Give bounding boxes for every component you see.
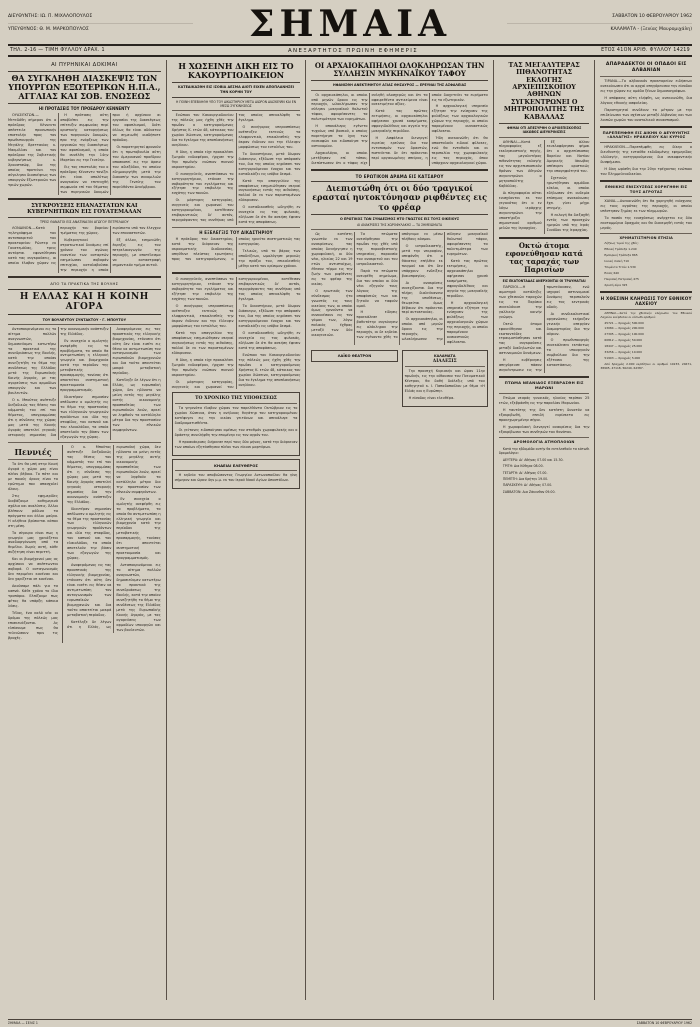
- lottery-line: 60812 — δραχμάς 50.000: [604, 338, 642, 343]
- column-three: [311, 60, 488, 1000]
- paragraph: Ο πρωθυπουργός συνεκάλεσεν εκτάκτως το υπουργικόν συμβούλιον δια την εξέτασιν της καταστάσεως.: [546, 338, 590, 368]
- paragraph: Ενώπιον του Κακουργιοδικείου της πόλεώς μας ήχθη χθές την πρωΐαν ο κατηγορούμενος Χρήστος Κ. ετών 48, κάτοικος του χωρίου Χώσεινα, κατηγορούμενος δια το έγκλημα της αποπλανήσεως ανηλίκου.: [238, 352, 301, 387]
- paragraph: Ο ιατροδικαστής, μετά την νεκροψίαν, απεφάνθη ότι ο θάνατος επήλθεν εκ πνιγμού και ότι δεν υπάρχουν ενδείξεις βιαιοπραγίας.: [401, 243, 443, 278]
- stock-line: Λήξεως τιμαί της χθές:: [604, 241, 639, 246]
- paragraph: Ο εισαγγελεύς, αναπτύσσων το κατηγορητήριον, ετόνισε την σοβαρότητα του εγκλήματος και εζήτησε την επιβολήν της εσχάτης των ποινών.: [171, 171, 234, 196]
- masthead-subbar: [8, 46, 692, 57]
- col1-subhead: ΗΙ ΠΡΟΤΑΣΕΙΣ ΤΟΥ ΠΡΟΕΔΡΟΥ ΚΕΝΝΕΝΤΥ: [38, 106, 130, 112]
- col2-subhead-2: Η ΠΟΙΝΗ ΕΠΕΒΛΗΘΗ ΥΠΟ ΤΟΥ ΔΙΚΑΣΤΗΡΙΟΥ ΜΕΤΑ ΔΙΩΡΟΝ ΔΙΑΣΚΕΨΙΝ ΚΑΙ ΕΝ ΜΕΣΩ ΣΥΓΚΙΝΗΣΕΩΣ: [175, 99, 297, 108]
- paragraph: Η δίκη, η οποία είχε προκαλέσει ζωηρόν ενδιαφέρον, ήρχισε την 9ην πρωϊνήν ενώπιον πυκνού ακροατηρίου.: [171, 149, 234, 169]
- paragraph: Τελικώς, υπό το βάρος των αποδείξεων, ωμολόγησε μερικώς την πράξιν του, επικαλεσθείς μέθην κατά τον κρίσιμον χρόνον.: [238, 249, 301, 269]
- paragraph: Εξ άλλου εκυκλοφόρησαν φήμαι ότι ο αρχιεπίσκοπος Βορείου και Νοτίου Αμερικής Ιάκωβος απέσυρεν οριστικώς την υποψηφιότητά του.: [546, 139, 590, 174]
- col5-head-1: ΑΠΑΡΑΔΕΚΤΟΙ ΟΙ ΟΠΑΔΟΙ ΕΙΣ ΑΛΒΑΝΙΑΝ: [605, 62, 687, 73]
- col4-article2-body: [499, 285, 590, 373]
- paragraph: Η αρχαιολογική υπηρεσία εζήτησε την ενίσχυσιν της φυλάξεως των αρχαιολογικών χώρων της περιοχής, οι οποίοι παραμένουν ουσιαστικώς αφύλακτοι.: [446, 300, 488, 345]
- paragraph: Η προανάκρισις διήρκεσε περί τους δύο μήνας, κατά την διάρκειαν των οποίων εξητάσθησαν πλέον των είκοσι μαρτύρων.: [174, 440, 298, 450]
- col5-head-3: ΕΘΝΙΚΗΣ ΕΝΙΣΧΥΣΕΩΣ ΧΟΡΗΓΗΘΗ ΕΙΣ ΤΟΥΣ ΑΓΡΟΤΑΣ: [605, 184, 688, 194]
- pennies-body: [8, 462, 58, 641]
- footer-right: ΣΑΒΒΑΤΟΝ 10 ΦΕΒΡΟΥΑΡΙΟΥ 1962: [636, 1021, 692, 1025]
- lottery-line: 18447 — δραχμάς 25.000: [604, 344, 642, 349]
- paragraph: Η δίκη ωρίσθη δια την 20ην τρέχοντος ενώπιον του Πλημμελειοδικείου.: [600, 166, 692, 176]
- col5-head-4: Η ΧΘΕΣΙΝΗ ΚΛΗΡΩΣΙΣ ΤΟΥ ΕΘΝΙΚΟΥ ΛΑΧΕΙΟΥ: [600, 295, 692, 307]
- col4-headline-2: Οκτώ άτομα εφονεύθησαν κατά τας ταραχάς των Παρισίων: [505, 240, 583, 275]
- schedule-line: ΤΡΙΤΗ: Δια Κύθηρα 08.00.: [502, 464, 544, 469]
- col3-second-body: [311, 232, 488, 345]
- column-four: [499, 60, 590, 1000]
- col1-article-body: [8, 113, 161, 195]
- paragraph: Ιδιαιτέραν σημασίαν απέδωσεν ο ομιλητής εις το θέμα της προστασίας των ελληνικών γεωργικών προϊόντων και ιδία της σταφίδος, του καπνού και του ελαιολάδου, τα οποία αποτελούν την βάσιν των εξαγωγών της χώρας.: [60, 395, 109, 439]
- col4-article-body: [499, 140, 590, 234]
- paragraph: Ο καταδικασθείς ωδηγήθη εν συνεχεία εις τας φυλακάς, εδήλωσε δε ότι θα ασκήση έφεσιν κατά της αποφάσεως.: [238, 205, 301, 225]
- paragraph: Εν συνεχεία ο ομιλητής ανεφέρθη εις τα προβλήματα, τα οποία θα αντιμετωπίση η ελληνική γεωργία και βιομηχανία κατά την περίοδον της μεταβατικής προσαρμογής, τονίσας ότι απαιτείται συστηματική προετοιμασία και προγραμματισμός.: [60, 338, 109, 393]
- stock-line: Ιονική Λαϊκή 710: [604, 259, 629, 264]
- schedule-head: ΔΡΟΜΟΛΟΓΙΑ ΑΤΜΟΠΛΟΙΩΝ: [513, 439, 575, 444]
- paragraph: Το δικαστήριον, μετά δίωρον διάσκεψιν, εξέδωσε την απόφασίν του, δια της οποίας κηρύσσει τον κατηγορούμενον ένοχον και τον καταδικάζει εις ισόβια δεσμά.: [238, 151, 301, 176]
- masthead-right-info: [507, 13, 692, 34]
- paragraph: Κυβερνητικαί στρατιωτικαί δυνάμεις επί χρόνον του αγώνος εναντίον των ανταρτών εσημείωσαν σοβαράν επιτυχίαν, καταλαβούσαι την περιοχήν η οποία ευρίσκετο υπό τον έλεγχον των επαναστατών.: [60, 225, 161, 272]
- paragraph: Η Ασφάλεια διενεργεί ευρείας ερεύνας δια τον εντοπισμόν των δραστών, πιστεύεται δε ότι πρόκειται περί οργανωμένης σπείρας, η οποία διοχετεύει τα ευρήματα εις το εξωτερικόν.: [371, 92, 488, 161]
- col1-headline: ΘΑ ΣΥΓΚΛΗΘΗ ΔΙΑΣΚΕΨΙΣ ΤΩΝ ΥΠΟΥΡΓΩΝ ΕΞΩΤΕΡΙΚΩΝ Η.Π.Α., ΑΓΓΛΙΑΣ ΚΑΙ ΣΟΒ. ΕΝΩΣΕΩΣ: [8, 72, 161, 102]
- chronicle-title: ΤΟ ΧΡΟΝΙΚΟ ΤΗΣ ΥΠΟΘΕΣΕΩΣ: [195, 396, 277, 402]
- paragraph: Η πρόεδρος του δικαστηρίου, κατά την διάρκειαν της ακροαματικής διαδικασίας, απηύθυνε πλείστας ερωτήσεις προς τον κατηγορούμενον, ο οποίος ηρνείτο συστηματικώς τας κατηγορίας.: [171, 237, 301, 262]
- phone-price: ΤΗΛ. 2-16 — ΤΙΜΗ ΦΥΛΛΟΥ ΔΡΑΧ. 1: [10, 48, 105, 53]
- col4-article3-body: [499, 396, 590, 435]
- stocks-body: [600, 242, 692, 287]
- funeral-notice-title: ΚΗΔΕΙΑΙ ΕΛΕΥΘΕΡΟΣ: [213, 463, 259, 469]
- paragraph: Τέλος, ένα καλό νέο: οι δρόμοι της πόλεώς μας επισκευάζονται. Ας ελπίσουμε πως θα τελειώσουν πριν τις βροχές.: [8, 611, 58, 640]
- pennies-column-head: Πεννιές: [14, 446, 52, 457]
- paragraph: Τα πτώματα ανεσύρθησαν την πρωΐαν της χθές υπό της πυροσβεστικής υπηρεσίας, παρουσία του ανακριτού και του ιατροδικαστού.: [356, 231, 398, 266]
- paragraph: Η δίκη, η οποία είχε προκαλέσει ζωηρόν ενδιαφέρον, ήρχισε την 9ην πρωϊνήν ενώπιον πυκνού ακροατηρίου.: [171, 357, 234, 377]
- paragraph: Αι συνδικαλιστικαί οργανώσεις εκήρυξαν γενικήν απεργίαν διαμαρτυρίας δια την αύριον.: [546, 311, 590, 336]
- paragraph: Το ποσόν της ενισχύσεως ανέρχεται εις δύο εκατομμύρια δραχμάς και θα διανεμηθή εντός του μηνός.: [600, 216, 692, 231]
- paragraph: Ο καταδικασθείς ωδηγήθη εν συνεχεία εις τας φυλακάς, εδήλωσε δε ότι θα ασκήση έφεσιν κατά της αποφάσεως.: [238, 330, 301, 350]
- col4-subhead: ΦΗΜΑΙ ΟΤΙ ΑΠΕΣΥΡΘΗ Ο ΑΡΧΙΕΠΙΣΚΟΠΟΣ ΙΑΚΩΒΟΣ ΔΙΕΥΚΡΙΝΙΣΕΙΣ: [506, 125, 582, 135]
- schedule-line: Κατά την εβδομάδα αυτήν θα εκτελεσθούν τα κάτωθι δρομολόγια:: [498, 446, 590, 456]
- chronicle-body: [175, 406, 298, 450]
- theatre-title: ΛΑΪΚΟ ΘΕΑΤΡΟΝ: [337, 354, 372, 359]
- paragraph: Τα γεγονότα έλαβον χώραν τον παρελθόντα Οκτώβριον εις το χωρίον Χώσεινα, όταν η ανήλικος θυγάτηρ του κατηγορουμένου κατέφυγεν εις την οικίαν γειτόνων και απεκάλυψε τα διαδραματισθέντα.: [174, 406, 298, 426]
- lottery-line: 45721 — δραχμάς 500.000: [604, 320, 644, 325]
- paragraph: Εις τας επιστολάς του ο πρόεδρος Κέννεντυ τονίζει ότι είναι απολύτως αναγκαίον να επιτευχθή συμφωνία επί του θέματος των πυρηνικών δοκιμών πριν ή αρχίσουν αι εργασίαι της διασκέψεως του αφοπλισμού, διότι άλλως θα είναι αδύνατον να σημειωθή οιαδήποτε πρόοδος.: [60, 113, 161, 194]
- lecture-box: [402, 350, 488, 407]
- stock-line: Τσιμέντα Τιτάν 1.530: [604, 265, 636, 270]
- paragraph: Αναφερόμενος εις τας προοπτικάς της ελληνικής βιομηχανίας, ετόνισεν ότι αύτη δεν είναι εισέτι εις θέσιν να αντιμετωπίση τον ανταγωνισμόν των ευρωπαϊκών βιομηχανιών και δια τούτο απαιτείται μακρά μεταβατική περίοδος.: [112, 326, 161, 376]
- schedule-line: ΔΕΥΤΕΡΑ: Δι' Αθήνας 07.00 και 15.30.: [502, 457, 564, 462]
- paragraph: Την προσεχή Κυριακήν και ώραν 11ην πρωϊνήν, εις την αίθουσαν του Πνευματικού Κέντρου, θα δοθή διάλεξις υπό του καθηγητού κ. Ι. Παπαδοπούλου με θέμα «Η Ελλάς και η Ευρώπη».: [404, 369, 485, 394]
- paragraph: Ανταποκρινόμενοι εις το αίτημα πολλών αναγνωστών, δημοσιεύομεν κατωτέρω τα πρακτικά της συνεδριάσεως της Βουλής, κατά την οποίαν συνεζητήθη το θέμα της συνδέσεως της Ελλάδος μετά της Ευρωπαϊκής Κοινής Αγοράς, με τας αγορεύσεις των αρμοδίων υπουργών και των βουλευτών.: [8, 326, 57, 396]
- funeral-notice-box: [172, 459, 301, 489]
- footer-left: ΣΗΜΑΙΑ — ΣΕΛΙΣ 1: [8, 1021, 38, 1025]
- col3-second-headline: Διεπιστώθη ότι οι δύο τραγικοί ερασταί ηυτοκτόνησαν ριφθέντες εις το φρέαρ: [312, 183, 487, 212]
- paragraph: Εξ άλλου, εσημειώθη έκρηξις εις τον πετρελαιαγωγόν της περιοχής, με αποτέλεσμα να καταστραφή σημαντικόν τμήμα αυτού.: [112, 237, 161, 267]
- paragraph: Οκτώ άτομα εφονεύθησαν και εκατοντάδες ετραυματίσθησαν κατά τας συγκρούσεις μεταξύ διαδηλωτών και αστυνομικών δυνάμεων.: [498, 321, 542, 356]
- paragraph: Αναφερόμενος εις τας προοπτικάς της ελληνικής βιομηχανίας, ετόνισεν ότι αύτη δεν είναι εισέτι εις θέσιν να αντιμετωπίση τον ανταγωνισμόν των ευρωπαϊκών βιομηχανιών και δια τούτο απαιτείται μακρά μεταβατική περίοδος.: [67, 563, 112, 617]
- lottery-body: [600, 312, 692, 371]
- paragraph: Ο εισαγγελεύς, αναπτύσσων το κατηγορητήριον, ετόνισε την σοβαρότητα του εγκλήματος και εζήτησε την επιβολήν της εσχάτης των ποινών.: [171, 277, 234, 302]
- schedule-body: [499, 447, 590, 495]
- parliament-banner: Η ΕΛΛΑΣ ΚΑΙ Η ΚΟΙΝΗ ΑΓΟΡΑ: [8, 289, 161, 315]
- col4-subhead-2: ΕΙΣ ΕΚΑΤΟΝΤΑΔΑΣ ΑΝΕΡΧΟΝΤΑΙ ΟΙ ΤΡΑΥΜΑΤΙΑΙ: [502, 279, 586, 284]
- city-line: ΚΑΛΑΜΑΤΑ - (Ξενίας Μαυρομιχάλη): [610, 27, 692, 32]
- col2-subsection-head: Η ΕΞΕΛΕΓΞΙΣ ΤΟΥ ΔΙΚΑΣΤΗΡΙΟΥ: [199, 230, 273, 236]
- col2-article-body: [172, 113, 301, 225]
- col2-subsection-body: [172, 237, 301, 269]
- col2-subhead: ΚΑΤΕΔΙΚΑΣΘΗ ΕΙΣ ΙΣΟΒΙΑ ΔΕΣΜΑ ΔΙΟΤΙ ΕΙΧΕΝ ΑΠΟΠΛΑΝΗΣΕΙ ΤΗΝ ΚΟΡΗΝ ΤΟΥ: [178, 85, 294, 94]
- paragraph: Η κυβέρνησις απηγόρευσε πάσαν συγκέντρωσιν εις την πρωτεύουσαν, ενώ ισχυραί αστυνομικαί δυνάμεις περιπολούν εις τας κεντρικάς οδούς.: [498, 284, 590, 373]
- column-five: [600, 60, 692, 1000]
- stock-line: Εθνική Τράπεζα 1.240: [604, 247, 637, 252]
- paragraph: Ιδιαιτέραν σημασίαν απέδωσεν ο ομιλητής εις το θέμα της προστασίας των ελληνικών γεωργικών προϊόντων και ιδία της σταφίδος, του καπνού και του ελαιολάδου, τα οποία αποτελούν την βάσιν των εξαγωγών της χώρας.: [67, 506, 112, 561]
- col1-article2-body: [8, 226, 161, 273]
- paragraph: Αρχαιολόγοι, οι οποίοι μετέβησαν επί τόπου, διεπίστωσαν ότι ο τάφος είχε συληθή ολοσχερώς και ότι τα αφαιρεθέντα αντικείμενα είναι ανεκτιμήτου αξίας.: [311, 92, 428, 166]
- paragraph: Οι γείτονες ειδοποίησαν αμέσως τον σταθμόν χωροφυλακής και ο δράστης συνελήφθη την επομένην εις τον αγρόν του.: [174, 428, 298, 438]
- paragraph: Το ότι θα μπή στην Κοινή Αγορά η χώρα μας είναι πλέον βέβαιο. Το πότε και με ποιούς όρους είναι το ερώτημα που απασχολεί όλους.: [8, 461, 58, 491]
- lecture-city: ΚΑΛΑΜΑΤΑ: [434, 354, 456, 359]
- lottery-line: 51903 — δραχμάς 5.000: [604, 356, 641, 361]
- paragraph: Η κηδεία του αποβιώσαντος Γεωργίου Αντωνοπούλου θα γίνη σήμερον και ώραν 4ην μ.μ. εκ του Ιερού Ναού Αγίων Αποστόλων.: [174, 473, 298, 483]
- lottery-line: ΑΘΗΝΑΙ.—Κατά την χθεσινήν κλήρωσιν του Εθνικού Λαχείου εκέρδισαν οι κάτωθι αριθμοί:: [600, 310, 692, 319]
- paragraph: ΑΘΗΝΑΙ.—Κατά πληροφορίας εξ εκκλησιαστικής πηγής, τας μεγαλυτέρας πιθανότητας εκλογής εις τον αρχιεπισκοπικόν θρόνον των Αθηνών συγκεντρώνει ο μητροπολίτης Καβάλλας.: [498, 139, 542, 189]
- stock-line: Χρυσή λίρα 325: [604, 282, 628, 287]
- col3-second-banner: ΤΟ ΕΡΩΤΙΚΟΝ ΔΡΑΜΑ ΕΙΣ ΚΑΤΣΑΡΟΥ: [355, 174, 444, 180]
- chronicle-box: [172, 392, 301, 456]
- col3-second-subhead: Ο ΕΡΩΤΙΚΟΣ ΤΩΝ ΣΥΝΔΕΣΜΟΣ ΗΤΟ ΓΝΩΣΤΟΣ ΕΙΣ ΤΟΥΣ ΟΙΚΕΙΟΥΣ: [340, 216, 460, 221]
- col5-body-1: [600, 79, 692, 123]
- col2-overflow-body: [172, 277, 301, 389]
- paragraph: Κατά τας πρώτας εκτιμήσεις, οι αρχαιοκάπηλοι αφήρεσαν χρυσά κοσμήματα, σφραγιδολίθους και αγγεία της μυκηναϊκής περιόδου.: [446, 258, 488, 298]
- parliament-body: [8, 327, 161, 440]
- paper-tagline: ΑΝΕΞΑΡΤΗΤΟΣ ΠΡΩΙΝΗ ΕΦΗΜΕΡΙΣ: [287, 47, 419, 54]
- stocks-head: ΧΡΗΜΑΤΙΣΤΗΡΙΟΝ ΕΤΗΣΙΑ: [619, 236, 673, 240]
- main-columns: [8, 60, 692, 1000]
- stock-line: Εμπορική Τράπεζα 865: [604, 253, 638, 258]
- column-two: [172, 60, 301, 1000]
- paragraph: Ο κ. Μπούτος ανέπτυξε διεξοδικώς τας θέσεις του κόμματός του επί του θέματος, υπογραμμίσας ότι η σύνδεσις της χώρας μας μετά της Κοινής Αγοράς αποτελεί γεγονός ιστορικής σημασίας δια την οικονομικήν ανάπτυξιν της Ελλάδος.: [67, 444, 112, 504]
- paragraph: Ακούσαμε πάλι για τα καπνά. Κάθε χρόνο το ίδιο τροπάριο. Ελπίζουμε πως φέτος θα υπάρξη κάποια λύσις.: [8, 584, 58, 609]
- lottery-line: Από δραχμάς 2.000 κερδίζουν οι αριθμοί 10233, 24671, 38905, 47118, 56240, 62387.: [600, 362, 692, 370]
- paragraph: Η αρχαιολογική υπηρεσία εζήτησε την ενίσχυσιν της φυλάξεως των αρχαιολογικών χώρων της περιοχής, οι οποίοι παραμένουν ουσιαστικώς αφύλακτοι.: [431, 104, 488, 134]
- masthead-left-credits: [8, 13, 193, 34]
- lecture-title: ΔΙΑΛΕΞΙΣ: [432, 359, 457, 365]
- paragraph: Παρατηρηταί συνδέουν το μέτρον με την επιδείνωσιν των σχέσεων μεταξύ Αλβανίας και των λοιπών χωρών του ανατολικού συνασπισμού.: [600, 107, 692, 122]
- paragraph: ΗΡΑΚΛΕΙΟΝ.—Παρεπέμφθη εις δίκην ο διευθυντής της ενταύθα εκδιδομένης εφημερίδος «Αλλαγή», κατηγορούμενος δια συκοφαντικήν δυσφήμισιν.: [600, 145, 692, 164]
- paragraph: Κατά την απαγγελίαν της αποφάσεως εσημειώθησαν σκηναί συγκινήσεως εντός της αιθούσης, πολλοί δε εκ των παρισταμένων εδάκρυσαν.: [171, 330, 234, 355]
- paragraph: Σχετικώς ηρωτήθησαν αρμόδιοι κύκλοι, οι οποίοι εδήλωσαν ότι ουδεμία επίσημος ανακοίνωσις έχει γίνει μέχρι στιγμής.: [546, 176, 590, 211]
- paragraph: Η απόφασις αύτη ελήφθη, ως ανεκοινώθη, δια λόγους εθνικής ασφαλείας.: [600, 95, 692, 105]
- lottery-line: 27395 — δραχμάς 100.000: [604, 332, 644, 337]
- paragraph: Οι αρχαιοκάπηλοι, οι οποίοι από μηνών δρουν εις την περιοχήν, ωλοκλήρωσαν την σύλησιν μυκηναϊκού θολωτού τάφου, αφαιρέσαντες τα πολυτιμότερα των ευρημάτων.: [311, 92, 368, 122]
- editor-line: ΔΙΕΥΘΥΝΤΗΣ: ΙΩ. Π. ΜΙΧΑΛΟΠΟΥΛΟΣ: [8, 13, 193, 24]
- col3-second-subhead-2: ΑΙ ΑΝΑΚΡΙΣΕΙΣ ΤΗΣ ΧΩΡΟΦΥΛΑΚΗΣ — ΤΑ ΣΗΜΕΙΩΜΑΤΑ: [357, 222, 443, 227]
- lottery-line: 33256 — δραχμάς 10.000: [604, 350, 642, 355]
- stock-line: Πειραϊκή Πατραϊκή 475: [604, 276, 639, 281]
- col2-headline: Η ΧΩΣΕΙΝΗ ΔΙΚΗ ΕΙΣ ΤΟ ΚΑΚΟΥΡΓΙΟΔΙΚΕΙΟΝ: [178, 61, 294, 81]
- col1-headline-2: ΣΥΓΚΡΟΥΣΕΙΣ ΕΠΑΝΑΣΤΑΤΩΝ ΚΑΙ ΚΥΒΕΡΝΗΤΙΚΩΝ ΕΙΣ ΓΟΥΑΤΕΜΑΛΑΝ: [27, 202, 142, 215]
- paragraph: Πτώμα νεαράς γυναικός, ηλικίας περίπου 25 ετών, εξεβράσθη εις την παραλίαν Μαρωνίου.: [498, 396, 590, 406]
- paragraph: Κατέληξε δε λέγων ότι η Ελλάς, ως ευρωπαϊκή χώρα, δεν ηδύνατο να μείνη εκτός της μεγάλης αυτής οικονομικής προσπαθείας των ευρωπαϊκών λαών, αρκεί να ληφθούν τα κατάλληλα μέτρα δια την προστασίαν των εθνικών συμφερόντων.: [112, 378, 161, 433]
- parliament-kicker: ΑΠΟ ΤΑ ΠΡΑΚΤΙΚΑ ΤΗΣ ΒΟΥΛΗΣ: [50, 280, 119, 286]
- paragraph: Η είσοδος είναι ελευθέρα.: [408, 396, 455, 401]
- col5-head-2: ΠΑΡΕΠΕΜΦΘΗ ΕΙΣ ΔΙΚΗΝ Ο ΔΕΥΘΥΝΤΗΣ «ΑΛΛΑΓΗΣ» ΗΡΑΚΛΕΙΟΥ ΚΑΙ ΚΥΡΙΟΣ: [602, 130, 690, 140]
- paragraph: Ο ερωτικός των σύνδεσμος ήτο γνωστός εις τους οικείους των, οι οποίοι όμως ηρνούντο να συναινέσουν εις τον γάμον των, λόγω παλαιάς έχθρας μεταξύ των δύο οικογενειών.: [311, 288, 353, 338]
- paragraph: Οι αρχαιοκάπηλοι, οι οποίοι από μηνών δρουν εις την περιοχήν, ωλοκλήρωσαν την σύλησιν μυκηναϊκού θολωτού τάφου, αφαιρέσαντες τα πολυτιμότερα των ευρημάτων.: [401, 231, 488, 342]
- paragraph: Και οι βιομήχανοί μας ας αρχίσουν να σκέπτωνται σοβαρά. Ο ανταγωνισμός δεν περιμένει κανέναν και δεν χαρίζεται σε κανέναν.: [8, 557, 58, 582]
- col1-subhead-2: ΤΡΕΙΣ ΘΑΝΑΤΟΙ ΕΙΣ ΑΝΑΤΙΝΑΞΙΝ ΑΓΩΓΟΥ ΠΕΤΡΕΛΑΙΟΥ: [39, 219, 129, 224]
- stock-line: Ελαϊς 640: [604, 271, 619, 276]
- paragraph: Εν συνεχεία ο ομιλητής ανεφέρθη εις τα προβλήματα, τα οποία θα αντιμετωπίση η ελληνική γεωργία και βιομηχανία κατά την περίοδον της μεταβατικής προσαρμογής, τονίσας ότι απαιτείται συστηματική προετοιμασία και προγραμματισμός.: [116, 496, 161, 561]
- schedule-line: ΠΕΜΠΤΗ: Δια Κρήτην 19.00.: [502, 476, 549, 481]
- parliament-body-cont: [67, 445, 161, 633]
- paragraph: ΧΑΝΙΑ.—Ανεκοινώθη ότι θα χορηγηθή ενίσχυσις εις τους αγρότας της περιοχής, οι οποίοι υπέστησαν ζημίας εκ των πλημμυρών.: [600, 199, 692, 214]
- paragraph: Κατέληξε δε λέγων ότι η Ελλάς, ως ευρωπαϊκή χώρα, δεν ηδύνατο να μείνη εκτός της μεγάλης αυτής οικονομικής προσπαθείας των ευρωπαϊκών λαών, αρκεί να ληφθούν τα κατάλληλα μέτρα δια την προστασίαν των εθνικών συμφερόντων.: [67, 444, 161, 629]
- col5-body-3: [600, 199, 692, 231]
- newspaper-title: ΣΗΜΑΙΑ: [248, 3, 452, 45]
- year-issue: ΕΤΟΣ 41ΟΝ ΑΡΙΘ. ΦΥΛΛΟΥ 14219: [601, 48, 690, 53]
- column-one: [8, 60, 161, 1000]
- paragraph: Οι μάρτυρες κατηγορίας, συγγενείς και χωριανοί του κατηγορουμένου, κατέθεσαν επιβαρυντικώς δι' αυτόν, περιγράψαντες τας συνθήκας υπό τας οποίας απεκαλύφθη το έγκλημα.: [171, 112, 301, 223]
- paragraph: Το σίγουρο είναι πως η γεωργία μας χρειάζεται αναδιοργάνωση από τα θεμέλια. Χωρίς αυτή, κάθε συζήτηση είναι περιττή.: [8, 530, 58, 555]
- paragraph: Στις εφημερίδες διαβάζουμε καθημερινά σχόλια και αναλύσεις. Άλλοι βλέπουν ρόδινα τα πράγματα και άλλοι μαύρα. Η αλήθεια βρίσκεται κάπου στη μέση.: [8, 493, 58, 528]
- paragraph: Ο συνήγορος υπερασπίσεως ανέπτυξεν εκτενώς τα ελαφρυντικά, επικαλεσθείς την άκραν ένδειαν και την έλλειψιν μορφώσεως του εντολέως του.: [171, 303, 234, 328]
- col4-headline-3: ΠΤΩΜΑ ΝΕΑΝΙΔΟΣ ΕΞΕΒΡΑΣΘΗ ΕΙΣ ΜΑΡΩΝΙ: [504, 380, 584, 391]
- col1-kicker: ΑΙ ΠΥΡΗΝΙΚΑΙ ΔΟΚΙΜΑΙ: [51, 62, 118, 68]
- paragraph: Η εκλογή θα διεξαχθή εντός των προσεχών ημερών υπό της Ιεράς Συνόδου της Ιεραρχίας.: [546, 213, 590, 232]
- responsible-line: ΥΠΕΥΘΥΝΟΣ: Θ. Μ. ΜΑΡΚΟΠΟΥΛΟΣ: [8, 27, 89, 32]
- col4-headline: ΤΑΣ ΜΕΓΑΛΥΤΕΡΑΣ ΠΙΘΑΝΟΤΗΤΑΣ ΕΚΛΟΓΗΣ ΑΡΧΙΕΠΙΣΚΟΠΟΥ ΑΘΗΝΩΝ ΣΥΓΚΕΝΤΡΩΝΕΙ Ο ΜΗΤΡΟΠΟΛΙΤΗΣ ΤΗΣ ΚΑΒΑΛΛΑΣ: [503, 61, 585, 121]
- col3-headline: ΟΙ ΑΡΧΑΙΟΚΑΠΗΛΟΙ ΩΛΟΚΛΗΡΩΣΑΝ ΤΗΝ ΣΥΛΛΗΣΙΝ ΜΥΚΗΝΑΪΚΟΥ ΤΑΦΟΥ: [314, 61, 485, 79]
- paragraph: Κατά τας πρώτας εκτιμήσεις, οι αρχαιοκάπηλοι αφήρεσαν χρυσά κοσμήματα, σφραγιδολίθους και αγγεία της μυκηναϊκής περιόδου.: [371, 109, 428, 134]
- paragraph: Η ταυτότης της δεν κατέστη δυνατόν να εξακριβωθή, επειδή ευρίσκετο εις προκεχωρημένην σήψιν.: [498, 408, 590, 422]
- paragraph: Οι παρατηρηταί φρονούν ότι η πρωτοβουλία αύτη του Αμερικανού προέδρου αποσκοπεί εις την άρσιν του αδιεξόδου, το οποίον εδημιουργήθη μετά την διακοπήν των συνομιλιών της Γενεύης τον παρελθόντα Δεκέμβριον.: [112, 144, 161, 189]
- schedule-line: ΣΑΒΒΑΤΟΝ: Δια Ζάκυνθον 09.00.: [502, 489, 556, 494]
- paragraph: Η πρότασις αύτη αποβλέπει εις την επίτευξιν συμφωνίας περί οριστικής καταργήσεως των πυρηνικών δοκιμών, προ της ενάρξεως των εργασιών της διασκέψεως του αφοπλισμού, η οποία θα συνέλθη την 14ην Μαρτίου εις την Γενεύην.: [60, 113, 109, 162]
- paragraph: Ήδη ανεκοινώθη ότι θα αποσταλούν ειδικοί φύλακες, ενώ θα ενταθούν και αι περιπολίαι της χωροφυλακής εις τας περιοχάς, όπου υπάρχουν αρχαιολογικοί χώροι.: [431, 136, 488, 166]
- paragraph: Αι πληροφορίαι αύται ενισχύονται εκ του γεγονότος ότι ο εν λόγω ιεράρχης συγκεντρώνει την υποστήριξιν σημαντικού αριθμού μελών της Ιεραρχίας.: [498, 191, 542, 230]
- lecture-body: [405, 369, 485, 401]
- col3-subhead: ΗΦΑΝΙΣΘΗ ΑΝΕΚΤΙΜΗΤΟΥ ΑΞΙΑΣ ΘΗΣΑΥΡΟΣ — ΕΡΕΥΝΑΙ ΤΗΣ ΑΣΦΑΛΕΙΑΣ: [332, 83, 467, 88]
- masthead: [8, 3, 692, 46]
- page-footer: [8, 1019, 692, 1025]
- paragraph: ΤΙΡΑΝΑ.—Το αλβανικόν πρακτορείον ειδήσεων ανεκοίνωσεν ότι αι αρχαί απηγόρευσαν την είσοδον εις την χώραν εις ομάδα ξένων δημοσιογράφων.: [600, 78, 692, 93]
- schedule-line: ΠΑΡΑΣΚΕΥΗ: Δι' Αθήνας 07.00.: [502, 483, 553, 488]
- col5-body-2: [600, 145, 692, 177]
- paragraph: Ο κ. Μπούτος ανέπτυξε διεξοδικώς τας θέσεις του κόμματός του επί του θέματος, υπογραμμίσας ότι η σύνδεσις της χώρας μας μετά της Κοινής Αγοράς αποτελεί γεγονός ιστορικής σημασίας δια την οικονομικήν ανάπτυξιν της Ελλάδος.: [8, 326, 109, 437]
- paragraph: Κατά την απαγγελίαν της αποφάσεως εσημειώθησαν σκηναί συγκινήσεως εντός της αιθούσης, πολλοί δε εκ των παρισταμένων εδάκρυσαν.: [238, 178, 301, 203]
- paragraph: Αι ανακρίσεις συνεχίζονται δια την πλήρη διαλεύκανσιν της υποθέσεως, θεωρείται όμως βέβαιον ότι πρόκειται περί αυτοκτονίας.: [401, 280, 443, 315]
- issue-date: ΣΑΒΒΑΤΟΝ 10 ΦΕΒΡΟΥΑΡΙΟΥ 1962: [507, 13, 692, 24]
- parliament-byline: ΤΟΥ ΒΟΥΛΕΥΤΟΥ ΣΥΝΤΑΚΤΟΥ - Γ. ΜΠΟΥΤΟΥ: [42, 317, 127, 322]
- paragraph: Ανταποκρινόμενοι εις το αίτημα πολλών αναγνωστών, δημοσιεύομεν κατωτέρω τα πρακτικά της συνεδριάσεως της Βουλής, κατά την οποίαν συνεζητήθη το θέμα της συνδέσεως της Ελλάδος μετά της Ευρωπαϊκής Κοινής Αγοράς, με τας αγορεύσεις των αρμοδίων υπουργών και των βουλευτών.: [116, 563, 161, 632]
- paragraph: Η χωροφυλακή διενεργεί ανακρίσεις δια την εξακρίβωσιν των συνθηκών του θανάτου.: [498, 424, 590, 434]
- paragraph: Η είδησις προεκάλεσε βαθυτάτην συγκίνησιν εις ολόκληρον την περιοχήν, αι δε κηδείαι των εγένοντο χθές το απόγευμα εν μέσω πλήθους κόσμου.: [356, 231, 443, 340]
- paragraph: Οι μάρτυρες κατηγορίας, συγγενείς και χωριανοί του κατηγορουμένου, κατέθεσαν επιβαρυντικώς δι' αυτόν, περιγράψαντες τας συνθήκας υπό τας οποίας απεκαλύφθη το έγκλημα.: [171, 277, 301, 389]
- paragraph: ΛΟΝΔΙΝΟΝ.—Κατά τηλεγράφημα του ανταποκριτού του πρακτορείου Ρώυτερ εκ Γουατεμάλας, τρεις αντάρται εφονεύθησαν κατά τας συγκρούσεις, αι οποίαι έλαβον χώραν εις περιοχήν του βορείου τμήματος της χώρας.: [8, 225, 109, 265]
- paragraph: Παρά τα πτώματα ανευρέθη σημείωμα, δια του οποίου οι δύο νέοι εξηγούν τους λόγους της αποφάσεώς των και ζητούν να ταφούν ομού.: [356, 268, 398, 308]
- schedule-line: ΤΕΤΑΡΤΗ: Δι' Αθήνας 07.00.: [502, 470, 548, 475]
- lottery-line: 13084 — δραχμάς 200.000: [604, 326, 644, 331]
- paragraph: Η αποκάλυψις εγένετο τυχαίως υπό βοσκού, ο οποίος παρετήρησε τα ίχνη των εκσκαφών και ειδοποίησε την αστυνομίαν.: [311, 124, 368, 149]
- funeral-notice-body: [175, 473, 298, 483]
- paragraph: ΠΑΡΙΣΙΟΙ.—Η αιματηρά κατάληξις των χθεσινών ταραχών εις τα Παρίσια συνεκλόνισε την γαλλικήν κοινήν γνώμην.: [498, 284, 542, 319]
- col3-article-body: [311, 93, 488, 167]
- theatre-box: [311, 350, 397, 362]
- paragraph: Ως κατέστη γνωστόν εκ των ανακρίσεων, τας οποίας διενήργησεν η χωροφυλακή, οι δύο νέοι, ηλικίας 22 και 19 ετών αντιστοίχως, έθεσαν τέρμα εις την ζωήν των ριφθέντες εις το φρέαρ της οικίας.: [311, 231, 353, 286]
- paragraph: ΟΥΑΣΙΓΚΤΩΝ.— Μετεδόθη σήμερον ότι ο πρόεδρος Κέννεντυ απέστειλε προσωπικήν επιστολήν προς τον πρωθυπουργόν της Μεγάλης Βρεττανίας κ. Μακμίλλαν και τον πρόεδρον της Σοβιετικής κυβερνήσεως κ. Χρουστσώφ, δια της οποίας προτείνει την σύγκλησιν διασκέψεως των υπουργών Εξωτερικών των τριών χωρών.: [8, 113, 57, 187]
- paragraph: Ενώπιον του Κακουργιοδικείου της πόλεώς μας ήχθη χθές την πρωΐαν ο κατηγορούμενος Χρήστος Κ. ετών 48, κάτοικος του χωρίου Χώσεινα, κατηγορούμενος δια το έγκλημα της αποπλανήσεως ανηλίκου.: [171, 112, 234, 147]
- paragraph: Ο συνήγορος υπερασπίσεως ανέπτυξεν εκτενώς τα ελαφρυντικά, επικαλεσθείς την άκραν ένδειαν και την έλλειψιν μορφώσεως του εντολέως του.: [238, 124, 301, 149]
- paragraph: Το δικαστήριον, μετά δίωρον διάσκεψιν, εξέδωσε την απόφασίν του, δια της οποίας κηρύσσει τον κατηγορούμενον ένοχον και τον καταδικάζει εις ισόβια δεσμά.: [238, 303, 301, 328]
